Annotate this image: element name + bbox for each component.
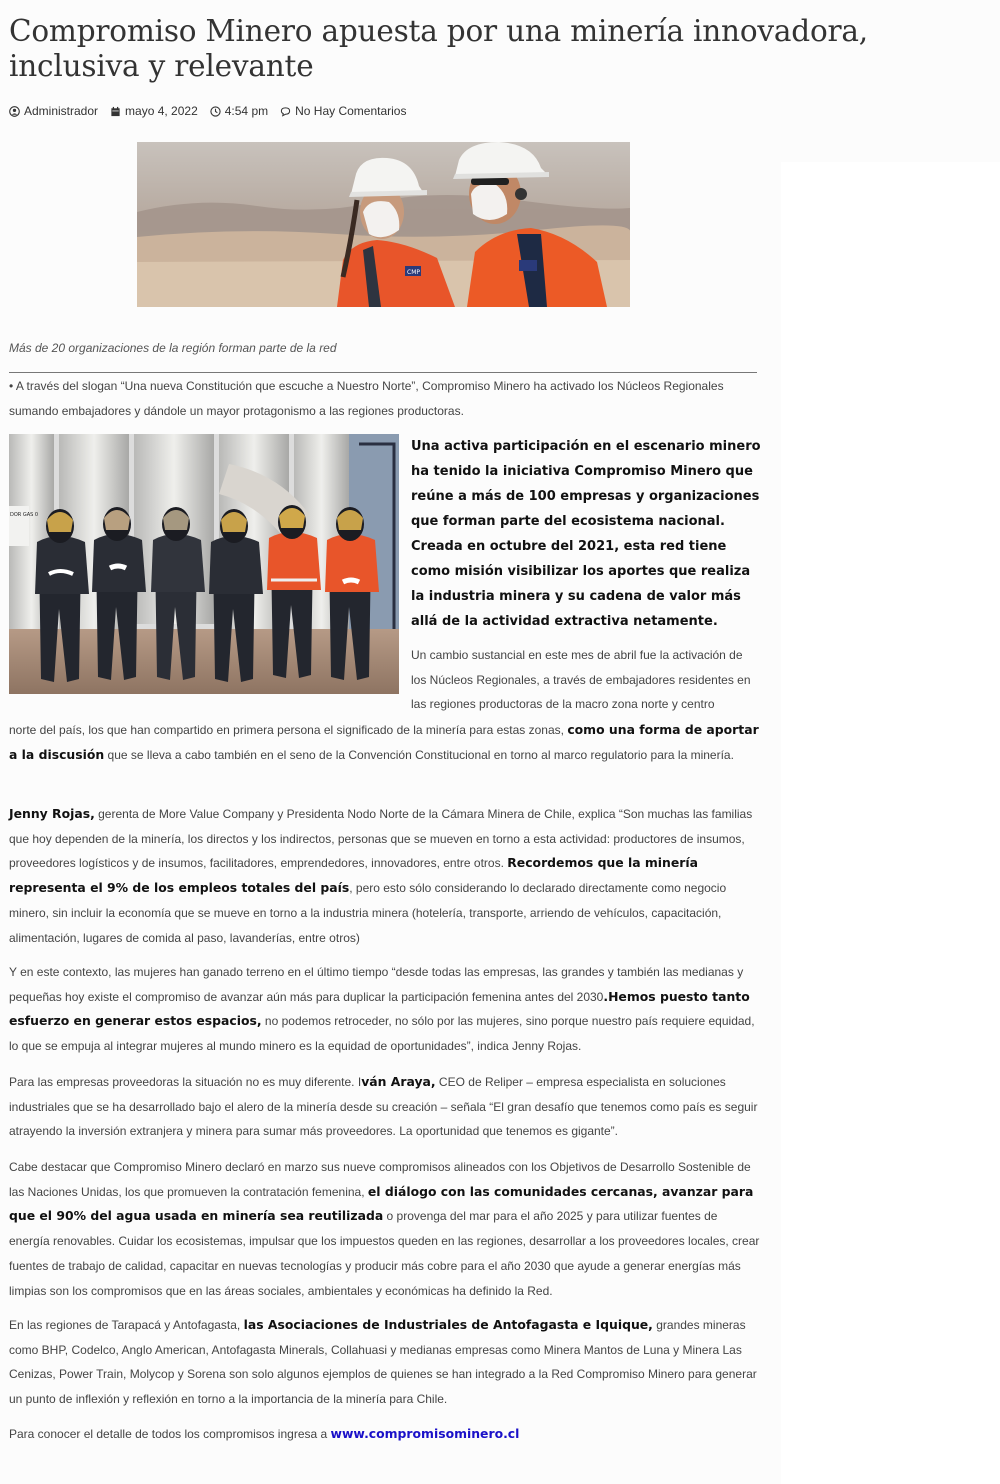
- user-icon: [9, 106, 20, 117]
- p1-text: norte del país, los que han compartido en primera persona el significado de la minería para estas zonas,: [9, 723, 568, 737]
- hero-caption: Más de 20 organizaciones de la región forman parte de la red: [9, 341, 337, 355]
- vest-logo-text: CMP: [407, 269, 420, 276]
- p2-text: gerenta de More Value Company y Presidenta Nodo Norte de la Cámara Minera de Chile, explica “Son muchas las familias que hoy dependen de la minería, los directos y los indirectos, personas que se mueven en torno a esta actividad: productores de insumos, proveedores logísticos y de insumos, facilitadores, emprendedores, innovadores, entre otros.: [9, 807, 753, 871]
- meta-date[interactable]: [110, 104, 198, 118]
- paragraph-1b: [9, 718, 761, 767]
- author-name: Administrador: [24, 104, 99, 118]
- p4-text: Para las empresas proveedoras la situación no es muy diferente. I: [9, 1075, 362, 1089]
- post-date: mayo 4, 2022: [125, 104, 198, 118]
- p5-text: Cabe destacar que Compromiso Minero declaró en marzo sus nueve compromisos alineados con los Objetivos de Desarrollo Sostenible de las Naciones Unidas, los que promueven la contratación femenina,: [9, 1160, 751, 1199]
- p5-text-end: o provenga del mar para el año 2025 y para utilizar fuentes de energía renovables. Cuidar los ecosistemas, impulsar que los impuestos queden en las regiones, desarrollar a los proveedores locales, crear fuentes de trabajo de calidad, capacitar en nuevas tecnologías y producir más cobre para el año 2030 que ayude a generar energías más limpias son los compromisos que en las áreas sociales, ambientales y económicas ha definido la Red.: [9, 1209, 760, 1298]
- lead-paragraph: • A través del slogan “Una nueva Constitución que escuche a Nuestro Norte”, Compromiso Minero ha activado los Núcleos Regionales sumando embajadores y dándole un mayor protagonismo a las regiones productoras.: [9, 379, 724, 418]
- compromisominero-link[interactable]: www.compromisominero.cl: [330, 1426, 520, 1441]
- sign-text: DOR GAS 0: [10, 512, 39, 518]
- workers-illustration: [9, 434, 399, 694]
- paragraph-3: [9, 960, 761, 1059]
- p3-text: Y en este contexto, las mujeres han ganado terreno en el último tiempo “desde todas las empresas, las grandes y también las medianas y pequeñas hoy existe el compromiso de avanzar aún más para duplicar la participación femenina antes del 2030: [9, 965, 744, 1004]
- p6-text: En las regiones de Tarapacá y Antofagasta,: [9, 1318, 244, 1332]
- post-meta: [9, 103, 418, 119]
- divider: [9, 372, 757, 373]
- paragraph-1a: Un cambio sustancial en este mes de abril fue la activación de los Núcleos Regionales, a través de embajadores residentes en las regiones productoras de la macro zona norte y centro: [411, 648, 751, 712]
- p2-text-end: , pero esto sólo considerando lo declarado directamente como negocio minero, sin incluir la economía que se mueve en torno a la industria minera (hotelería, transporte, arriendo de vehículos, capacitación, alimentación, lugares de comida al paso, lavanderías, entre otros): [9, 881, 727, 945]
- p4-text-end: CEO de Reliper – empresa especialista en soluciones industriales que se ha desarrollado bajo el alero de la minería desde su creación – señala “El gran desafío que tenemos como país es seguir atrayendo la inversión extranjera y minera para sumar más proveedores. La oportunidad que tenemos es gigante”.: [9, 1075, 758, 1139]
- calendar-icon: [110, 106, 121, 117]
- p2-bold-name: Jenny Rojas,: [9, 806, 95, 821]
- post-time: 4:54 pm: [224, 104, 269, 118]
- paragraph-2: [9, 802, 761, 950]
- post-title: Compromiso Minero apuesta por una minería innovadora, inclusiva y relevante: [9, 14, 868, 83]
- p4-bold-name: ván Araya,: [361, 1074, 436, 1089]
- paragraph-5: [9, 1155, 761, 1303]
- meta-comments[interactable]: [280, 104, 406, 118]
- p7-text: Para conocer el detalle de todos los compromisos ingresa a: [9, 1427, 331, 1441]
- p2-bold: Recordemos que la minería representa el 9% de los empleos totales del país: [9, 855, 698, 896]
- sidebar-area: [781, 162, 1000, 1484]
- hero-illustration: [137, 142, 630, 307]
- hero-image: [137, 142, 630, 307]
- comment-icon: [280, 106, 291, 117]
- p5-bold: el diálogo con las comunidades cercanas, avanzar para que el 90% del agua usada en minería sea reutilizada: [9, 1183, 754, 1224]
- meta-author[interactable]: [9, 104, 98, 118]
- paragraph-4: [9, 1070, 761, 1144]
- p1-bold: como una forma de aportar a la discusión: [9, 722, 759, 762]
- workers-photo: [9, 434, 399, 694]
- p3-bold: .Hemos puesto tanto esfuerzo en generar estos espacios,: [9, 988, 750, 1029]
- intro-highlight: Una activa participación en el escenario minero ha tenido la iniciativa Compromiso Minero que reúne a más de 100 empresas y organizaciones que forman parte del ecosistema nacional. Creada en octubre del 2021, esta red tiene como misión visibilizar los aportes que realiza la industria minera y su cadena de valor más allá de la actividad extractiva netamente.: [411, 439, 761, 629]
- p6-bold: las Asociaciones de Industriales de Antofagasta e Iquique,: [243, 1317, 653, 1332]
- p1-text-end: que se lleva a cabo también en el seno de la Convención Constitucional en torno al marco regulatorio para la minería.: [104, 747, 734, 762]
- comments-count: No Hay Comentarios: [295, 104, 407, 118]
- p3-text-end: no podemos retroceder, no sólo por las mujeres, sino porque nuestro país requiere equidad, lo que se empuja al integrar mujeres al mundo minero es la equidad de oportunidades”, indica Jenny Rojas.: [9, 1014, 755, 1054]
- post-header: [9, 14, 999, 84]
- paragraph-6: [9, 1313, 761, 1412]
- clock-icon: [210, 106, 221, 117]
- p6-text-end: grandes mineras como BHP, Codelco, Anglo American, Antofagasta Minerals, Collahuasi y medianas empresas como Minera Mantos de Luna y Minera Las Cenizas, Power Train, Molycop y Sorena son solo algunos ejemplos de quienes se han integrado a la Red Compromiso Minero para generar un punto de inflexión y reflexión en torno a la importancia de la minería para Chile.: [9, 1318, 757, 1407]
- meta-time: [210, 104, 268, 118]
- paragraph-7: [9, 1422, 761, 1447]
